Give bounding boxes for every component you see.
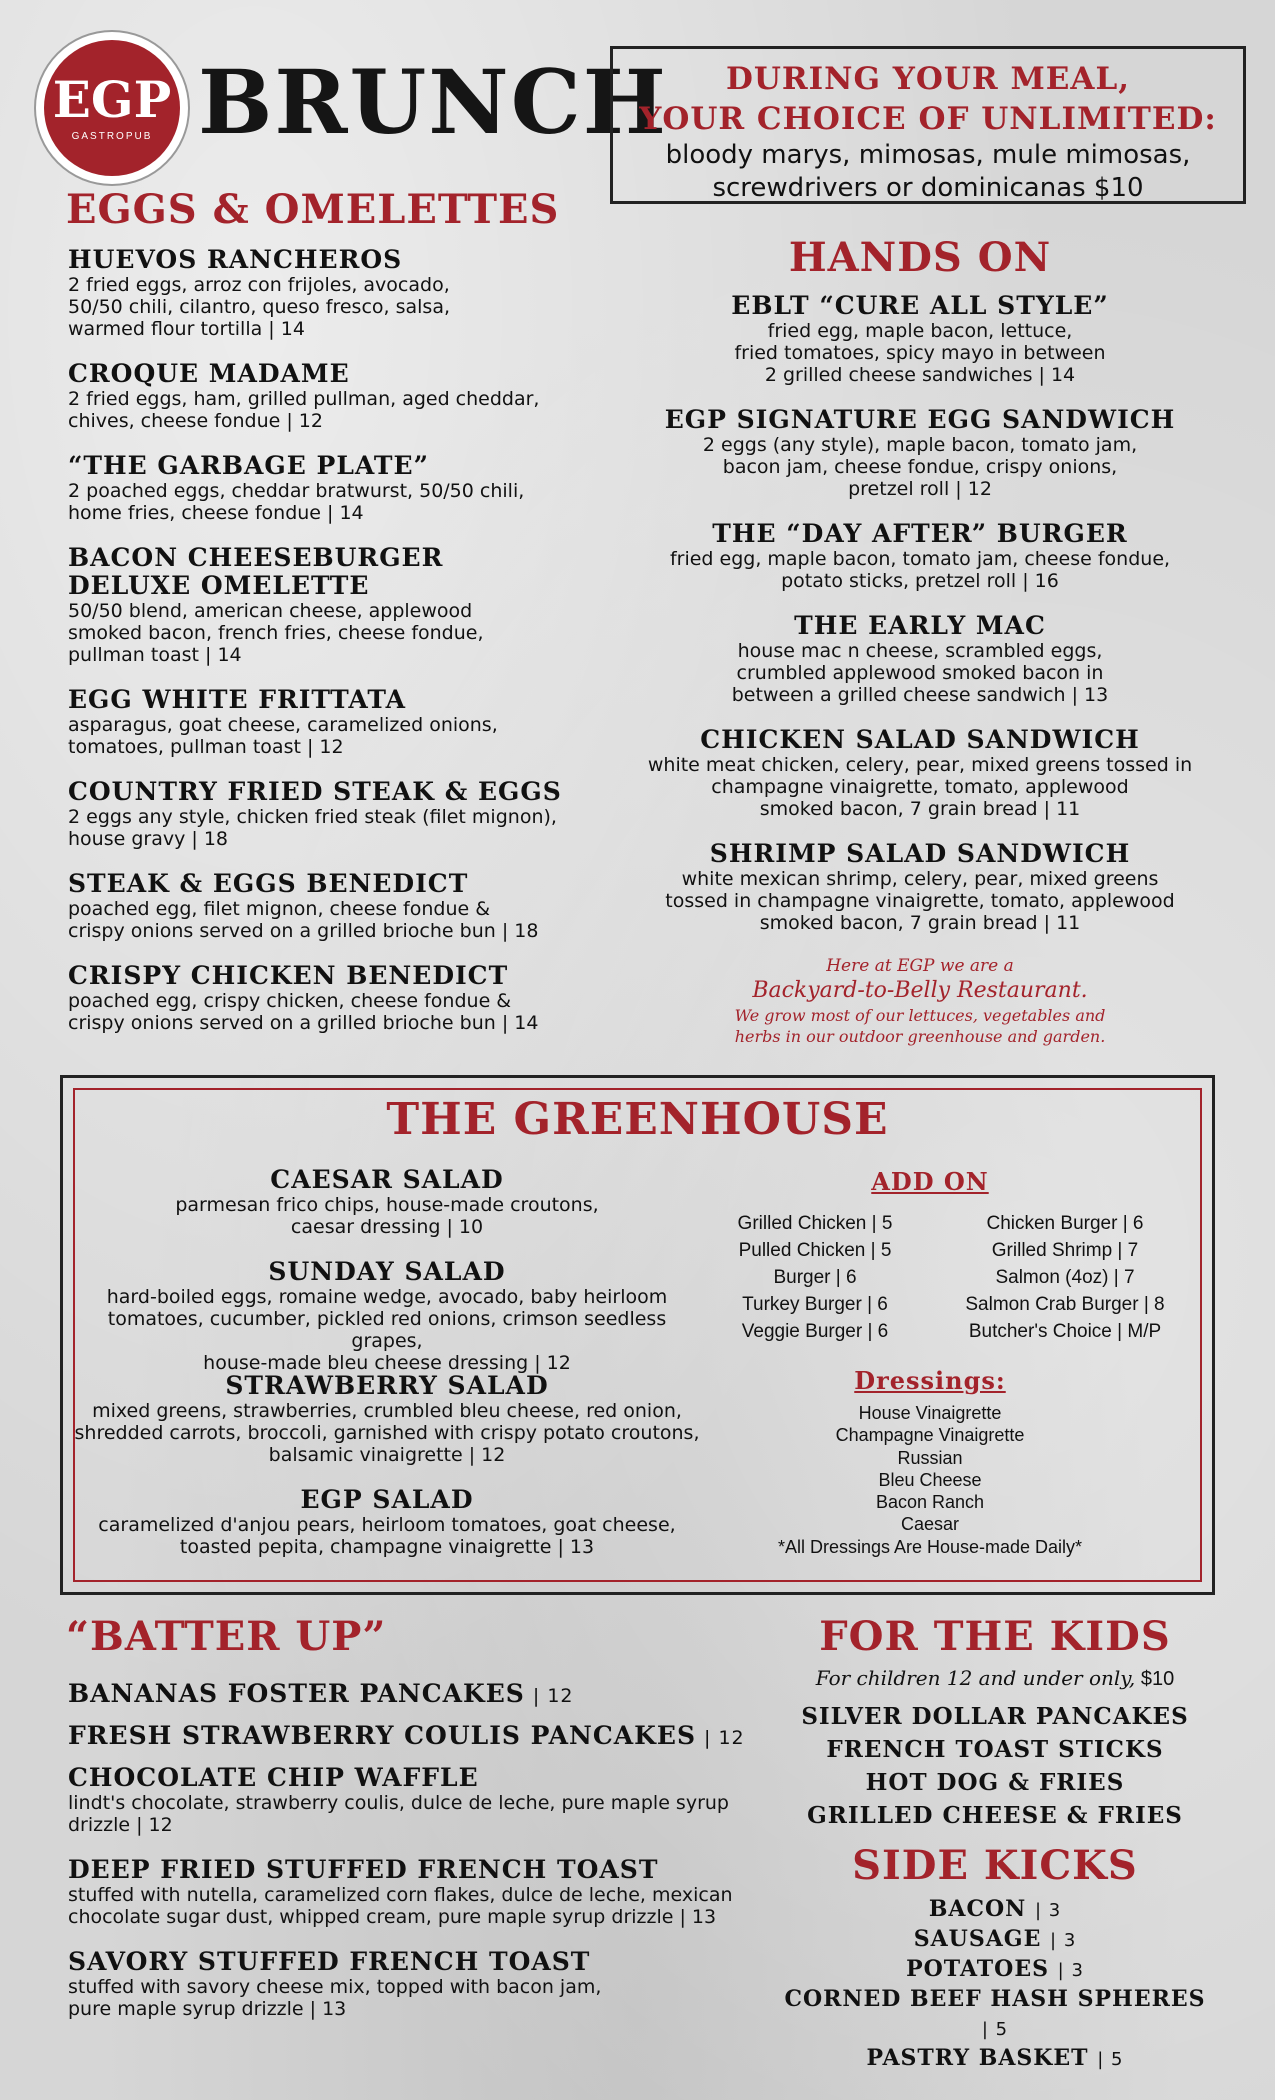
addon-item: Turkey Burger | 6 xyxy=(742,1294,888,1315)
salad-item xyxy=(72,1258,702,1374)
backyard-note xyxy=(640,955,1200,1047)
hands-item xyxy=(640,840,1200,934)
item-name-line xyxy=(68,1948,768,1976)
item-desc: caramelized d'anjou pears, heirloom tomatoes, goat cheese, xyxy=(98,1514,676,1536)
item-desc: smoked bacon, 7 grain bread | 11 xyxy=(759,912,1081,934)
note-line-1: Here at EGP we are a xyxy=(826,956,1014,976)
item-desc: asparagus, goat cheese, caramelized onions, xyxy=(68,714,498,736)
unlimited-line-2: YOUR CHOICE OF UNLIMITED: xyxy=(639,101,1217,137)
item-name: “THE GARBAGE PLATE” xyxy=(68,451,429,480)
item-desc: house-made bleu cheese dressing | 12 xyxy=(203,1352,571,1374)
item-desc: warmed flour tortilla | 14 xyxy=(68,318,305,340)
item-desc: 2 fried eggs, ham, grilled pullman, aged cheddar, xyxy=(68,388,540,410)
kids-sub-price: $10 xyxy=(1140,1668,1175,1690)
side-price: | 3 xyxy=(1034,1900,1062,1921)
item-desc: hard-boiled eggs, romaine wedge, avocado, baby heirloom xyxy=(106,1286,668,1308)
addon-list xyxy=(705,1212,1175,1343)
item-name: THE EARLY MAC xyxy=(794,611,1046,640)
kids-item: GRILLED CHEESE & FRIES xyxy=(807,1802,1183,1829)
addon-item: Chicken Burger | 6 xyxy=(986,1213,1144,1234)
item-desc: poached egg, filet mignon, cheese fondue & xyxy=(68,898,491,920)
addon-item: Salmon Crab Burger | 8 xyxy=(965,1294,1165,1315)
item-name-line xyxy=(68,1856,768,1884)
item-desc: 2 fried eggs, arroz con frijoles, avocado, xyxy=(68,274,450,296)
item-desc: potato sticks, pretzel roll | 16 xyxy=(781,570,1059,592)
item-desc: lindt's chocolate, strawberry coulis, dulce de leche, pure maple syrup xyxy=(68,1792,729,1814)
egg-item xyxy=(68,870,628,942)
kids-item: FRENCH TOAST STICKS xyxy=(826,1736,1164,1763)
item-desc: chives, cheese fondue | 12 xyxy=(68,410,323,432)
item-name: DEEP FRIED STUFFED FRENCH TOAST xyxy=(68,1855,659,1884)
item-name: CAESAR SALAD xyxy=(270,1165,504,1194)
addon-item: Butcher's Choice | M/P xyxy=(968,1321,1162,1342)
sides-heading: SIDE KICKS xyxy=(852,1842,1138,1889)
kids-item: HOT DOG & FRIES xyxy=(865,1769,1125,1796)
item-name-line xyxy=(68,1680,768,1710)
item-desc: 50/50 blend, american cheese, applewood xyxy=(68,600,473,622)
item-desc: caesar dressing | 10 xyxy=(290,1216,484,1238)
unlimited-line-1: DURING YOUR MEAL, xyxy=(725,61,1131,97)
dressing-item: Champagne Vinaigrette xyxy=(835,1425,1025,1446)
item-name: CROQUE MADAME xyxy=(68,359,350,388)
addon-item: Pulled Chicken | 5 xyxy=(738,1240,892,1261)
side-item xyxy=(780,1925,1210,1955)
item-desc: tomatoes, pullman toast | 12 xyxy=(68,736,344,758)
item-name: BANANAS FOSTER PANCAKES xyxy=(68,1679,525,1708)
item-name: STEAK & EGGS BENEDICT xyxy=(68,869,469,898)
salad-item xyxy=(72,1486,702,1558)
item-desc: 2 eggs (any style), maple bacon, tomato jam, xyxy=(702,434,1138,456)
item-price: | 12 xyxy=(532,1685,574,1707)
item-name: FRESH STRAWBERRY COULIS PANCAKES xyxy=(68,1721,697,1750)
side-name: CORNED BEEF HASH SPHERES xyxy=(784,1986,1206,2012)
note-line-2: Backyard-to-Belly Restaurant. xyxy=(752,978,1088,1003)
item-desc: crispy onions served on a grilled brioche bun | 18 xyxy=(68,920,539,942)
side-name: PASTRY BASKET xyxy=(866,2045,1089,2071)
item-desc: house gravy | 18 xyxy=(68,828,228,850)
dressings-heading: Dressings: xyxy=(854,1366,1006,1395)
dressing-item: Russian xyxy=(897,1447,963,1468)
egg-item xyxy=(68,360,628,432)
item-desc: pure maple syrup drizzle | 13 xyxy=(68,1998,347,2020)
item-name: STRAWBERRY SALAD xyxy=(225,1371,549,1400)
item-name: SUNDAY SALAD xyxy=(268,1257,506,1286)
item-desc: 50/50 chili, cilantro, queso fresco, salsa, xyxy=(68,296,451,318)
item-desc: drizzle | 12 xyxy=(68,1814,173,1836)
side-name: POTATOES xyxy=(906,1956,1049,1982)
salad-item xyxy=(72,1372,702,1466)
hands-item xyxy=(640,292,1200,386)
side-price: | 3 xyxy=(1050,1930,1077,1951)
greenhouse-heading: THE GREENHOUSE xyxy=(386,1094,889,1145)
hands-item xyxy=(640,612,1200,706)
item-desc: 2 grilled cheese sandwiches | 14 xyxy=(764,364,1076,386)
item-name-line xyxy=(68,1764,768,1792)
addon-item: Burger | 6 xyxy=(773,1267,857,1288)
item-desc: white mexican shrimp, celery, pear, mixed greens xyxy=(681,868,1159,890)
hands-item xyxy=(640,726,1200,820)
page-title: BRUNCH xyxy=(198,50,668,154)
salad-item xyxy=(72,1166,702,1238)
item-desc: white meat chicken, celery, pear, mixed greens tossed in xyxy=(647,754,1193,776)
side-name: BACON xyxy=(928,1896,1027,1922)
item-name: CHICKEN SALAD SANDWICH xyxy=(700,725,1140,754)
item-desc: balsamic vinaigrette | 12 xyxy=(268,1444,506,1466)
item-name: COUNTRY FRIED STEAK & EGGS xyxy=(68,777,562,806)
addon-item: Salmon (4oz) | 7 xyxy=(995,1267,1135,1288)
addon-item: Grilled Chicken | 5 xyxy=(737,1213,893,1234)
hands-heading: HANDS ON xyxy=(788,234,1052,281)
logo-subtitle: GASTROPUB xyxy=(71,130,153,142)
kids-sub-italic: For children 12 and under only, xyxy=(815,1666,1136,1690)
dressing-item: House Vinaigrette xyxy=(858,1403,1002,1423)
item-price: | 12 xyxy=(704,1727,745,1749)
hands-item xyxy=(640,520,1200,592)
item-desc: fried egg, maple bacon, tomato jam, cheese fondue, xyxy=(669,548,1171,570)
item-desc: fried tomatoes, spicy mayo in between xyxy=(734,342,1106,364)
kids-subline xyxy=(790,1666,1200,1691)
item-name: CHOCOLATE CHIP WAFFLE xyxy=(68,1763,479,1792)
side-item xyxy=(780,1985,1210,2044)
dressing-item: *All Dressings Are House-made Daily* xyxy=(777,1536,1083,1557)
item-desc: bacon jam, cheese fondue, crispy onions, xyxy=(722,456,1118,478)
item-desc: stuffed with savory cheese mix, topped with bacon jam, xyxy=(68,1976,602,1998)
addon-item: Grilled Shrimp | 7 xyxy=(991,1240,1139,1261)
dressing-item: Bleu Cheese xyxy=(878,1469,982,1490)
item-name-line xyxy=(68,1722,768,1752)
item-desc: tomatoes, cucumber, pickled red onions, crimson seedless grapes, xyxy=(107,1308,667,1352)
item-desc: 2 poached eggs, cheddar bratwurst, 50/50 chili, xyxy=(68,480,525,502)
item-desc: toasted pepita, champagne vinaigrette | 13 xyxy=(179,1536,595,1558)
batter-item xyxy=(68,1680,768,1710)
item-desc: pullman toast | 14 xyxy=(68,644,242,666)
egg-item xyxy=(68,544,628,666)
kids-list xyxy=(790,1700,1200,1832)
item-desc: pretzel roll | 12 xyxy=(848,478,992,500)
egg-item xyxy=(68,686,628,758)
kids-item: SILVER DOLLAR PANCAKES xyxy=(801,1703,1189,1730)
note-line-3: We grow most of our lettuces, vegetables and xyxy=(734,1006,1106,1025)
item-desc: house mac n cheese, scrambled eggs, xyxy=(737,640,1103,662)
egg-item xyxy=(68,246,628,340)
item-desc: poached egg, crispy chicken, cheese fondue & xyxy=(68,990,512,1012)
item-name: SAVORY STUFFED FRENCH TOAST xyxy=(68,1947,591,1976)
side-item xyxy=(780,1955,1210,1985)
hands-item xyxy=(640,406,1200,500)
dressings-list xyxy=(700,1402,1160,1558)
side-price: | 5 xyxy=(981,2019,1009,2040)
kids-heading: FOR THE KIDS xyxy=(819,1613,1171,1660)
addon-item: Veggie Burger | 6 xyxy=(741,1321,889,1342)
side-item xyxy=(780,1895,1210,1925)
item-desc: between a grilled cheese sandwich | 13 xyxy=(731,684,1109,706)
addon-heading: ADD ON xyxy=(871,1167,989,1196)
item-desc: crispy onions served on a grilled brioche bun | 14 xyxy=(68,1012,539,1034)
egp-logo xyxy=(36,32,188,184)
item-name: SHRIMP SALAD SANDWICH xyxy=(709,839,1131,868)
item-name: BACON CHEESEBURGER xyxy=(68,543,444,572)
sides-list xyxy=(780,1895,1210,2074)
item-name: EGP SIGNATURE EGG SANDWICH xyxy=(664,405,1176,434)
batter-item xyxy=(68,1764,768,1836)
item-desc: home fries, cheese fondue | 14 xyxy=(68,502,364,524)
batter-item xyxy=(68,1722,768,1752)
item-desc: mixed greens, strawberries, crumbled bleu cheese, red onion, xyxy=(92,1400,682,1422)
batter-heading: “BATTER UP” xyxy=(66,1613,387,1660)
item-name: EGP SALAD xyxy=(300,1485,474,1514)
item-desc: parmesan frico chips, house-made croutons, xyxy=(175,1194,599,1216)
eggs-heading: EGGS & OMELETTES xyxy=(66,186,560,233)
side-price: | 3 xyxy=(1057,1960,1084,1981)
item-desc: shredded carrots, broccoli, garnished with crispy potato croutons, xyxy=(74,1422,700,1444)
item-name: CRISPY CHICKEN BENEDICT xyxy=(68,961,509,990)
side-price: | 5 xyxy=(1097,2049,1124,2070)
item-desc: crumbled applewood smoked bacon in xyxy=(736,662,1104,684)
item-name-2: DELUXE OMELETTE xyxy=(68,571,370,600)
dressing-item: Bacon Ranch xyxy=(875,1492,985,1513)
egg-item xyxy=(68,962,628,1034)
item-name: EGG WHITE FRITTATA xyxy=(68,685,407,714)
logo-mark: EGP xyxy=(52,69,172,129)
item-name: THE “DAY AFTER” BURGER xyxy=(712,519,1128,548)
item-desc: smoked bacon, french fries, cheese fondue, xyxy=(68,622,484,644)
unlimited-line-4: screwdrivers or dominicanas $10 xyxy=(712,173,1144,203)
note-line-4: herbs in our outdoor greenhouse and garden. xyxy=(734,1027,1106,1046)
item-desc: champagne vinaigrette, tomato, applewood xyxy=(711,776,1129,798)
item-desc: smoked bacon, 7 grain bread | 11 xyxy=(759,798,1081,820)
side-name: SAUSAGE xyxy=(913,1926,1042,1952)
item-desc: fried egg, maple bacon, lettuce, xyxy=(767,320,1073,342)
unlimited-line-3: bloody marys, mimosas, mule mimosas, xyxy=(665,140,1191,170)
item-desc: 2 eggs any style, chicken fried steak (filet mignon), xyxy=(68,806,557,828)
unlimited-drinks-box xyxy=(610,46,1246,204)
dressing-item: Caesar xyxy=(900,1514,960,1535)
item-desc: chocolate sugar dust, whipped cream, pure maple syrup drizzle | 13 xyxy=(68,1906,717,1928)
egg-item xyxy=(68,778,628,850)
egg-item xyxy=(68,452,628,524)
item-desc: tossed in champagne vinaigrette, tomato, applewood xyxy=(665,890,1175,912)
item-desc: stuffed with nutella, caramelized corn flakes, dulce de leche, mexican xyxy=(68,1884,733,1906)
item-name: HUEVOS RANCHEROS xyxy=(68,245,403,274)
batter-item xyxy=(68,1948,768,2020)
side-item xyxy=(780,2044,1210,2074)
item-name: EBLT “CURE ALL STYLE” xyxy=(731,291,1109,320)
batter-item xyxy=(68,1856,768,1928)
